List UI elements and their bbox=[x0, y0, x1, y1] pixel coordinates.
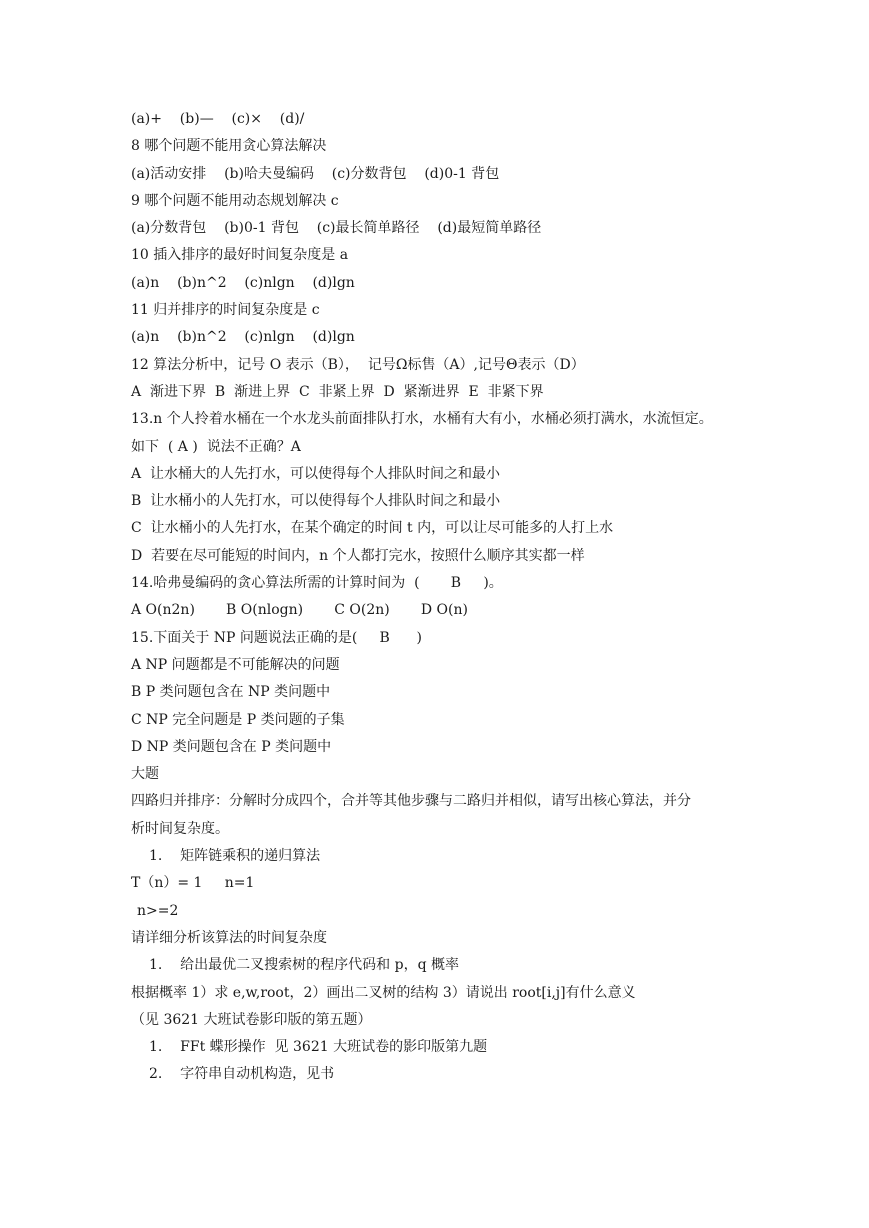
recurrence-line-1: T（n）= 1 n=1 bbox=[131, 875, 255, 892]
question-13-option-c: C 让水桶小的人先打水，在某个确定的时间 t 内，可以让尽可能多的人打上水 bbox=[131, 520, 614, 537]
question-14-options: A O(n2n) B O(nlogn) C O(2n) D O(n) bbox=[131, 602, 468, 619]
essay-question-1-cont: 析时间复杂度。 bbox=[131, 820, 229, 837]
question-15-option-b: B P 类问题包含在 NP 类问题中 bbox=[131, 684, 331, 701]
text-line: 根据概率 1）求 e,w,root，2）画出二叉树的结构 3）请说出 root[i,j]有什么意义 bbox=[131, 984, 636, 1001]
question-11: 11 归并排序的时间复杂度是 c bbox=[131, 302, 320, 319]
question-13-option-d: D 若要在尽可能短的时间内，n 个人都打完水，按照什么顺序其实都一样 bbox=[131, 547, 585, 564]
document-body bbox=[131, 106, 751, 1089]
question-10-options: (a)n (b)n^2 (c)nlgn (d)lgn bbox=[131, 274, 355, 291]
essay-question-1: 四路归并排序：分解时分成四个，合并等其他步骤与二路归并相似，请写出核心算法，并分 bbox=[131, 793, 691, 810]
list-item: 1. FFt 蝶形操作 见 3621 大班试卷的影印版第九题 bbox=[149, 1039, 488, 1056]
question-12: 12 算法分析中，记号 O 表示（B）， 记号Ω标售（A）,记号Θ表示（D） bbox=[131, 356, 585, 373]
question-10: 10 插入排序的最好时间复杂度是 a bbox=[131, 247, 349, 264]
question-13-option-b: B 让水桶小的人先打水，可以使得每个人排队时间之和最小 bbox=[131, 493, 501, 510]
list-item: 1. 矩阵链乘积的递归算法 bbox=[149, 848, 321, 865]
text-line: 请详细分析该算法的时间复杂度 bbox=[131, 929, 327, 946]
question-8-options: (a)活动安排 (b)哈夫曼编码 (c)分数背包 (d)0-1 背包 bbox=[131, 165, 500, 182]
question-9-options: (a)分数背包 (b)0-1 背包 (c)最长简单路径 (d)最短简单路径 bbox=[131, 220, 542, 237]
question-9: 9 哪个问题不能用动态规划解决 c bbox=[131, 192, 339, 209]
question-12-options: A 渐进下界 B 渐进上界 C 非紧上界 D 紧渐进界 E 非紧下界 bbox=[131, 383, 544, 400]
question-14: 14.哈弗曼编码的贪心算法所需的计算时间为 ( B )。 bbox=[131, 575, 503, 592]
list-item: 2. 字符串自动机构造，见书 bbox=[149, 1066, 335, 1083]
question-13-prompt: 如下 ( A ) 说法不正确？A bbox=[131, 438, 301, 455]
question-11-options: (a)n (b)n^2 (c)nlgn (d)lgn bbox=[131, 329, 355, 346]
question-15-option-c: C NP 完全问题是 P 类问题的子集 bbox=[131, 711, 345, 728]
question-15-option-a: A NP 问题都是不可能解决的问题 bbox=[131, 656, 340, 673]
question-8: 8 哪个问题不能用贪心算法解决 bbox=[131, 138, 327, 155]
question-15: 15.下面关于 NP 问题说法正确的是( B ) bbox=[131, 629, 422, 646]
question-13-option-a: A 让水桶大的人先打水，可以使得每个人排队时间之和最小 bbox=[131, 465, 501, 482]
section-heading: 大题 bbox=[131, 766, 159, 783]
text-line: （见 3621 大班试卷影印版的第五题） bbox=[131, 1011, 372, 1028]
recurrence-line-2: n>=2 bbox=[137, 902, 179, 919]
text-line: (a)+ (b)— (c)× (d)/ bbox=[131, 111, 305, 127]
question-13: 13.n 个人拎着水桶在一个水龙头前面排队打水，水桶有大有小，水桶必须打满水，水流恒定。 bbox=[131, 411, 713, 428]
question-15-option-d: D NP 类问题包含在 P 类问题中 bbox=[131, 738, 332, 755]
list-item: 1. 给出最优二叉搜索树的程序代码和 p，q 概率 bbox=[149, 957, 459, 974]
